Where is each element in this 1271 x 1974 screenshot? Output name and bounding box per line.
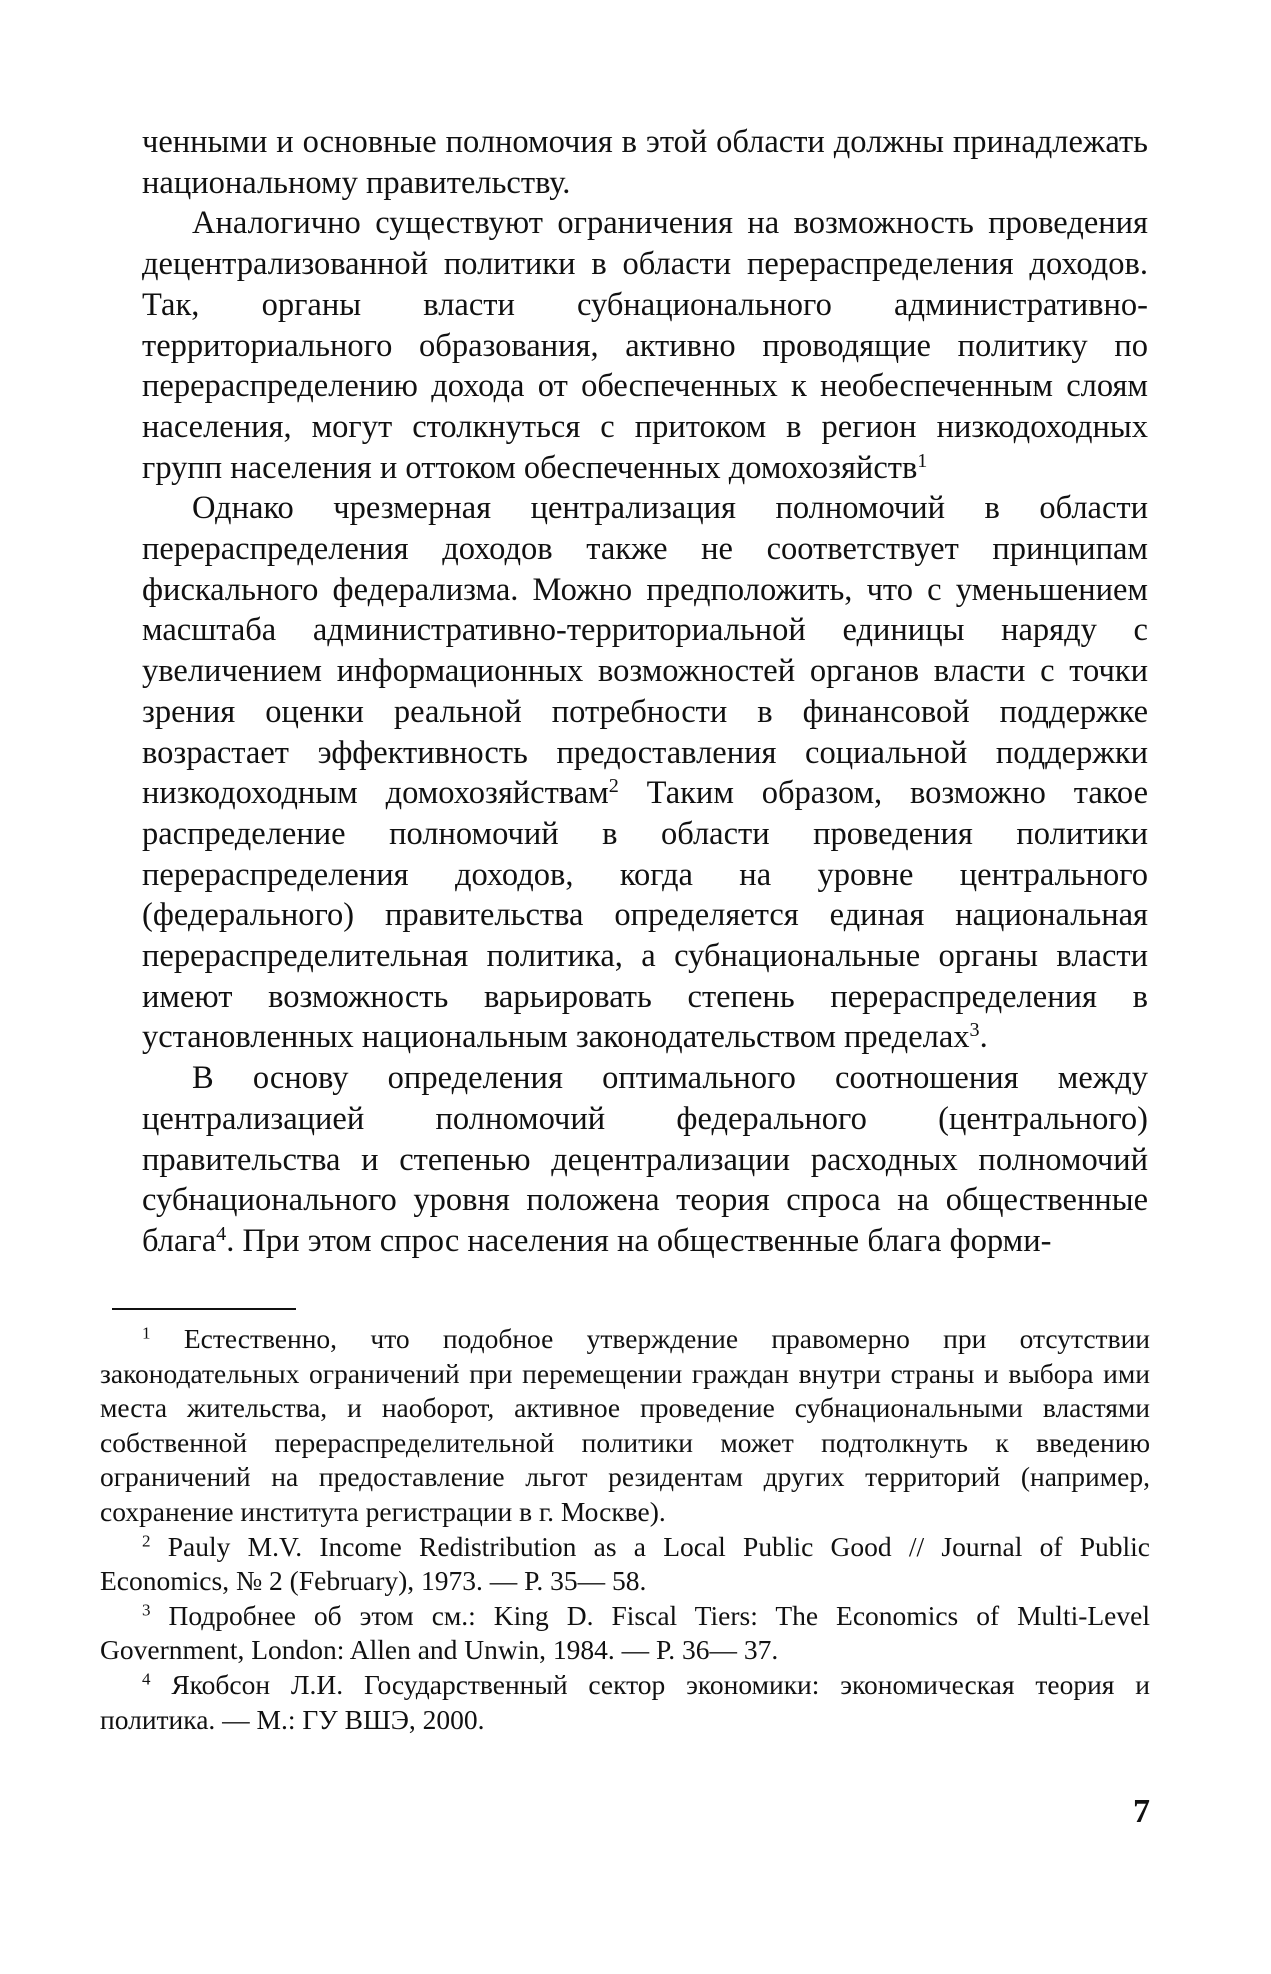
footnote-ref-3: 3 <box>969 1019 980 1042</box>
paragraph-4-text-b: . При этом спрос населения на общественные блага форми- <box>226 1222 1052 1259</box>
paragraph-2 <box>142 203 1148 488</box>
footnote-number: 3 <box>142 1600 151 1620</box>
footnote-text: Якобсон Л.И. Государственный сектор экономики: экономическая теория и политика. — М.: ГУ ВШЭ, 2000. <box>100 1668 1150 1735</box>
paragraph-2-text: Аналогично существуют ограничения на возможность проведения децентрализованной политики в области перераспределения доходов. Так, органы власти субнационального административно-территориального образования, активно проводящие политику по перераспределению дохода от обеспеченных к необеспеченным слоям населения, могут столкнуться с притоком в регион низкодоходных групп населения и оттоком обеспеченных домохозяйств <box>142 205 1148 486</box>
footnote-number: 4 <box>142 1669 151 1689</box>
paragraph-3-end: . <box>979 1019 988 1056</box>
footnote-2 <box>100 1530 1150 1599</box>
paragraph-3-text-b: Таким образом, возможно такое распределение полномочий в области проведения политики перераспределения доходов, когда на уровне центрального (федерального) правительства определяется единая национальная перераспределительная политика, а субнациональные органы власти имеют возможность варьировать степень перераспределения в установленных национальным законодательством пределах <box>142 775 1148 1056</box>
paragraph-4-text-a: В основу определения оптимального соотношения между централизацией полномочий федерального (центрального) правительства и степенью децентрализации расходных полномочий субнационального уровня положена теория спроса на общественные блага <box>142 1060 1148 1259</box>
main-text <box>142 122 1148 1262</box>
paragraph-1: ченными и основные полномочия в этой области должны принадлежать национальному правительству. <box>142 124 1148 201</box>
footnote-separator <box>112 1308 296 1310</box>
footnote-text: Подробнее об этом см.: King D. Fiscal Tiers: The Economics of Multi-Level Government, London: Allen and Unwin, 1984. — P. 36— 37. <box>100 1599 1150 1666</box>
footnote-ref-1: 1 <box>917 449 928 472</box>
footnote-ref-2: 2 <box>608 775 619 798</box>
footnote-3 <box>100 1599 1150 1668</box>
paragraph-4 <box>142 1058 1148 1262</box>
page-number: 7 <box>1133 1793 1150 1830</box>
footnotes <box>100 1322 1150 1737</box>
footnote-4 <box>100 1668 1150 1737</box>
footnote-number: 2 <box>142 1531 151 1551</box>
footnote-1 <box>100 1322 1150 1530</box>
footnote-ref-4: 4 <box>216 1222 227 1245</box>
footnote-text: Естественно, что подобное утверждение правомерно при отсутствии законодательных ограничений при перемещении граждан внутри страны и выбора ими места жительства, и наоборот, активное проведение субнациональными властями собственной перераспределительной политики может подтолкнуть к введению ограничений на предоставление льгот резидентам других территорий (например, сохранение института регистрации в г. Москве). <box>100 1323 1150 1527</box>
footnote-text: Pauly M.V. Income Redistribution as a Local Public Good // Journal of Public Economics, № 2 (February), 1973. — P. 35— 58. <box>100 1530 1150 1597</box>
footnote-number: 1 <box>142 1323 151 1343</box>
paragraph-3-text-a: Однако чрезмерная централизация полномочий в области перераспределения доходов также не соответствует принципам фискального федерализма. Можно предположить, что с уменьшением масштаба административно-территориальной единицы наряду с увеличением информационных возможностей органов власти с точки зрения оценки реальной потребности в финансовой поддержке возрастает эффективность предоставления социальной поддержки низкодоходным домохозяйствам <box>142 490 1148 812</box>
paragraph-3 <box>142 488 1148 1058</box>
